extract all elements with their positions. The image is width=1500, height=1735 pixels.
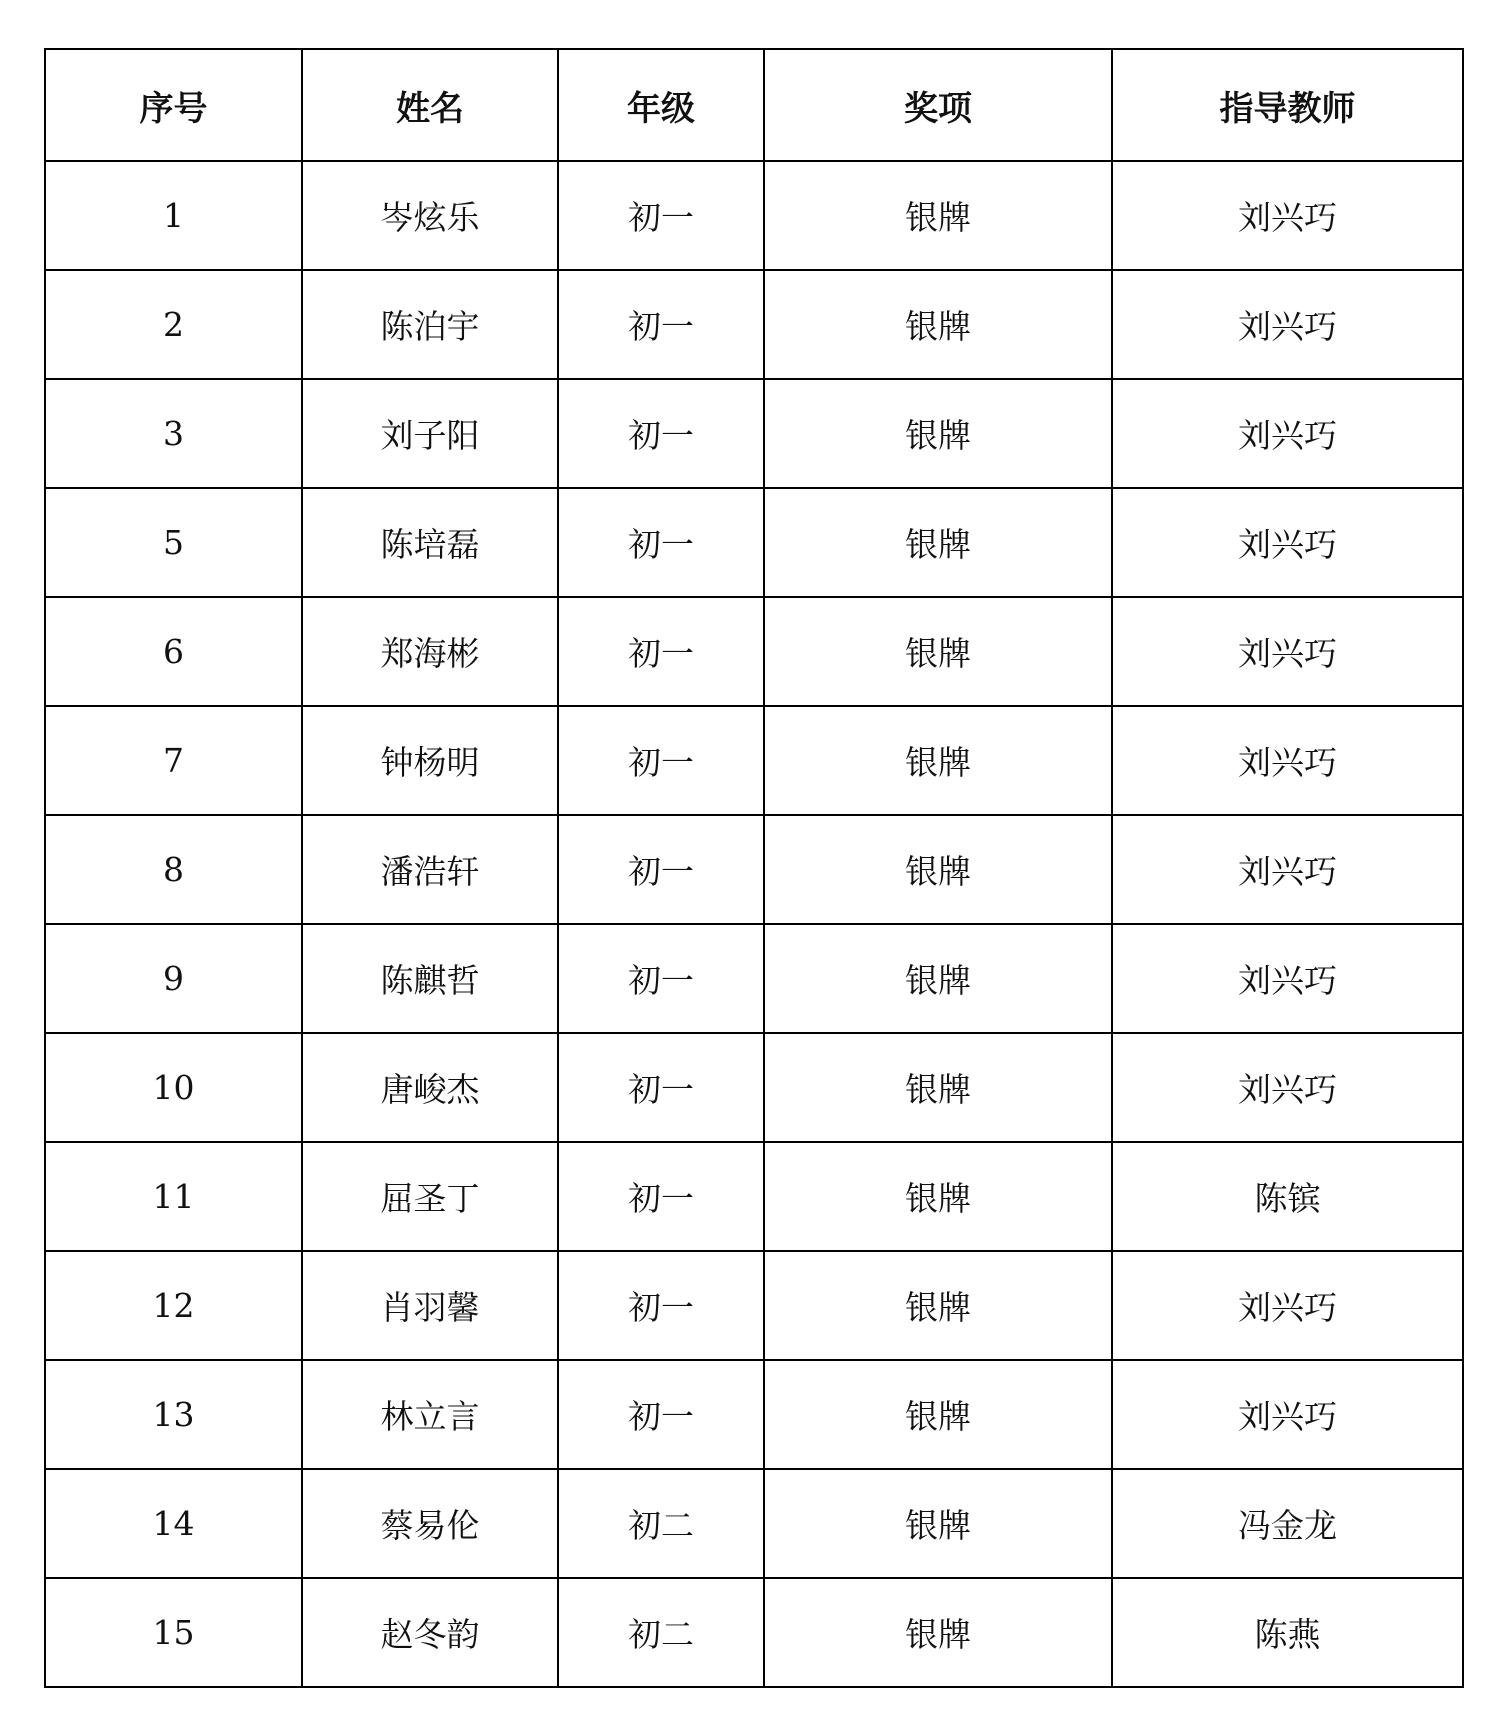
table-row [45,379,1463,488]
table-row [45,924,1463,1033]
cell-name: 陈培磊 [302,488,558,597]
cell-award: 银牌 [764,270,1112,379]
cell-seq: 10 [45,1033,302,1142]
cell-teacher: 刘兴巧 [1112,270,1463,379]
cell-grade: 初二 [558,1469,764,1578]
cell-award: 银牌 [764,1360,1112,1469]
cell-name: 肖羽馨 [302,1251,558,1360]
cell-name: 郑海彬 [302,597,558,706]
cell-name: 钟杨明 [302,706,558,815]
cell-teacher: 刘兴巧 [1112,379,1463,488]
cell-seq: 11 [45,1142,302,1251]
cell-teacher: 刘兴巧 [1112,924,1463,1033]
cell-seq: 13 [45,1360,302,1469]
cell-name: 刘子阳 [302,379,558,488]
header-name: 姓名 [302,49,558,161]
cell-seq: 8 [45,815,302,924]
cell-teacher: 刘兴巧 [1112,161,1463,270]
table-row [45,1142,1463,1251]
cell-name: 林立言 [302,1360,558,1469]
cell-name: 蔡易伦 [302,1469,558,1578]
cell-award: 银牌 [764,597,1112,706]
cell-teacher: 刘兴巧 [1112,1033,1463,1142]
cell-teacher: 刘兴巧 [1112,597,1463,706]
cell-award: 银牌 [764,488,1112,597]
cell-grade: 初一 [558,379,764,488]
document-page [44,48,1462,1688]
cell-grade: 初一 [558,488,764,597]
cell-award: 银牌 [764,379,1112,488]
cell-name: 赵冬韵 [302,1578,558,1687]
cell-seq: 6 [45,597,302,706]
table-row [45,1033,1463,1142]
cell-teacher: 冯金龙 [1112,1469,1463,1578]
cell-grade: 初一 [558,161,764,270]
cell-grade: 初一 [558,924,764,1033]
table-row [45,270,1463,379]
cell-grade: 初一 [558,1251,764,1360]
cell-seq: 5 [45,488,302,597]
cell-teacher: 陈燕 [1112,1578,1463,1687]
cell-teacher: 刘兴巧 [1112,1251,1463,1360]
cell-seq: 9 [45,924,302,1033]
cell-seq: 7 [45,706,302,815]
cell-grade: 初一 [558,270,764,379]
cell-name: 岑炫乐 [302,161,558,270]
cell-award: 银牌 [764,1033,1112,1142]
table-row [45,597,1463,706]
cell-award: 银牌 [764,706,1112,815]
awards-table [44,48,1464,1688]
table-header [45,49,1463,161]
cell-name: 潘浩轩 [302,815,558,924]
cell-teacher: 陈镔 [1112,1142,1463,1251]
cell-seq: 2 [45,270,302,379]
cell-seq: 3 [45,379,302,488]
table-row [45,1360,1463,1469]
cell-name: 唐峻杰 [302,1033,558,1142]
cell-award: 银牌 [764,1469,1112,1578]
cell-name: 陈泊宇 [302,270,558,379]
cell-teacher: 刘兴巧 [1112,488,1463,597]
cell-award: 银牌 [764,1578,1112,1687]
cell-award: 银牌 [764,924,1112,1033]
table-row [45,488,1463,597]
cell-name: 陈麒哲 [302,924,558,1033]
table-row [45,706,1463,815]
cell-teacher: 刘兴巧 [1112,1360,1463,1469]
table-row [45,1578,1463,1687]
header-award: 奖项 [764,49,1112,161]
header-row [45,49,1463,161]
table-body [45,161,1463,1687]
cell-grade: 初一 [558,706,764,815]
cell-grade: 初一 [558,815,764,924]
header-teacher: 指导教师 [1112,49,1463,161]
cell-award: 银牌 [764,1251,1112,1360]
cell-grade: 初二 [558,1578,764,1687]
table-row [45,1469,1463,1578]
cell-seq: 15 [45,1578,302,1687]
header-grade: 年级 [558,49,764,161]
cell-award: 银牌 [764,161,1112,270]
cell-grade: 初一 [558,1142,764,1251]
cell-grade: 初一 [558,597,764,706]
cell-seq: 14 [45,1469,302,1578]
cell-teacher: 刘兴巧 [1112,815,1463,924]
cell-teacher: 刘兴巧 [1112,706,1463,815]
cell-grade: 初一 [558,1033,764,1142]
table-row [45,161,1463,270]
cell-seq: 12 [45,1251,302,1360]
table-row [45,1251,1463,1360]
cell-grade: 初一 [558,1360,764,1469]
cell-seq: 1 [45,161,302,270]
table-row [45,815,1463,924]
header-seq: 序号 [45,49,302,161]
cell-award: 银牌 [764,1142,1112,1251]
cell-name: 屈圣丁 [302,1142,558,1251]
cell-award: 银牌 [764,815,1112,924]
